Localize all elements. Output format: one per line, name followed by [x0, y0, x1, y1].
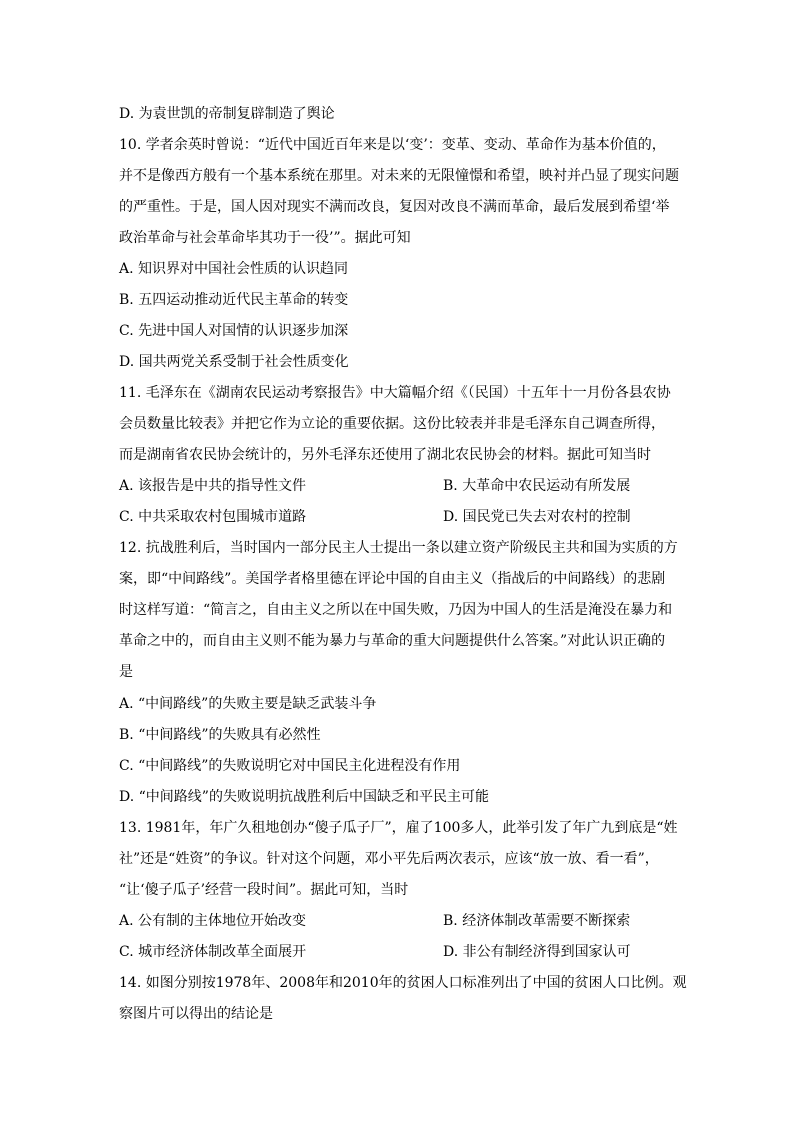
q11-option-a: A. 该报告是中共的指导性文件 — [119, 478, 307, 494]
q14-stem-line: 察图片可以得出的结论是 — [119, 1006, 273, 1022]
q12-option-d: D. “中间路线”的失败说明抗战胜利后中国缺乏和平民主可能 — [119, 789, 489, 805]
q10-option-c: C. 先进中国人对国情的认识逐步加深 — [119, 323, 349, 339]
q12-option-b: B. “中间路线”的失败具有必然性 — [119, 727, 321, 743]
q12-stem-line: 时这样写道：“简言之，自由主义之所以在中国失败，乃因为中国人的生活是淹没在暴力和 — [119, 602, 673, 618]
q13-option-a: A. 公有制的主体地位开始改变 — [119, 913, 307, 929]
q13-stem-line: “让‘傻子瓜子’经营一段时间”。据此可知，当时 — [119, 882, 409, 898]
q9-option-d: D. 为袁世凯的帝制复辟制造了舆论 — [119, 106, 335, 122]
q12-stem-line: 革命之中的，而自由主义则不能为暴力与革命的重大问题提供什么答案。”对此认识正确的 — [119, 633, 666, 649]
q10-option-d: D. 国共两党关系受制于社会性质变化 — [119, 354, 349, 370]
q11-option-c: C. 中共采取农村包围城市道路 — [119, 509, 307, 525]
q13-option-b: B. 经济体制改革需要不断探索 — [443, 913, 631, 929]
q12-stem-line: 12. 抗战胜利后，当时国内一部分民主人士提出一条以建立资产阶级民主共和国为实质的方 — [119, 540, 678, 556]
q11-stem-line: 会员数量比较表》并把它作为立论的重要依据。这份比较表并非是毛泽东自己调查所得， — [119, 416, 665, 432]
q11-option-b: B. 大革命中农民运动有所发展 — [443, 478, 631, 494]
q10-stem-line: 的严重性。于是，国人因对现实不满而改良，复因对改良不满而革命，最后发展到希望‘举 — [119, 199, 670, 215]
q12-stem-line: 是 — [119, 664, 133, 680]
q12-option-c: C. “中间路线”的失败说明它对中国民主化进程没有作用 — [119, 758, 461, 774]
q14-stem-line: 14. 如图分别按1978年、2008年和2010年的贫困人口标准列出了中国的贫困人口比例。观 — [119, 975, 687, 991]
q13-stem-line: 社”还是“姓资”的争议。针对这个问题，邓小平先后两次表示，应该“放一放、看一看”， — [119, 851, 659, 867]
q10-stem-line: 10. 学者余英时曾说：“近代中国近百年来是以‘变’：变革、变动、革命作为基本价值的， — [119, 137, 666, 153]
q11-stem-line: 11. 毛泽东在《湖南农民运动考察报告》中大篇幅介绍《（民国）十五年十一月份各县农协 — [119, 385, 671, 401]
q12-option-a: A. “中间路线”的失败主要是缺乏武装斗争 — [119, 696, 377, 712]
q13-stem-line: 13. 1981年，年广久租地创办“傻子瓜子厂”，雇了100多人，此举引发了年广九到底是“姓 — [119, 820, 678, 836]
q11-stem-line: 而是湖南省农民协会统计的，另外毛泽东还使用了湖北农民协会的材料。据此可知当时 — [119, 447, 651, 463]
q10-option-b: B. 五四运动推动近代民主革命的转变 — [119, 292, 349, 308]
q10-option-a: A. 知识界对中国社会性质的认识趋同 — [119, 261, 349, 277]
q13-option-c: C. 城市经济体制改革全面展开 — [119, 944, 307, 960]
q11-option-d: D. 国民党已失去对农村的控制 — [443, 509, 631, 525]
q12-stem-line: 案，即“中间路线”。美国学者格里德在评论中国的自由主义（指战后的中间路线）的悲剧 — [119, 571, 666, 587]
q10-stem-line: 并不是像西方般有一个基本系统在那里。对未来的无限憧憬和希望，映衬并凸显了现实问题 — [119, 168, 679, 184]
q13-option-d: D. 非公有制经济得到国家认可 — [443, 944, 631, 960]
q10-stem-line: 政治革命与社会革命毕其功于一役’”。据此可知 — [119, 230, 411, 246]
